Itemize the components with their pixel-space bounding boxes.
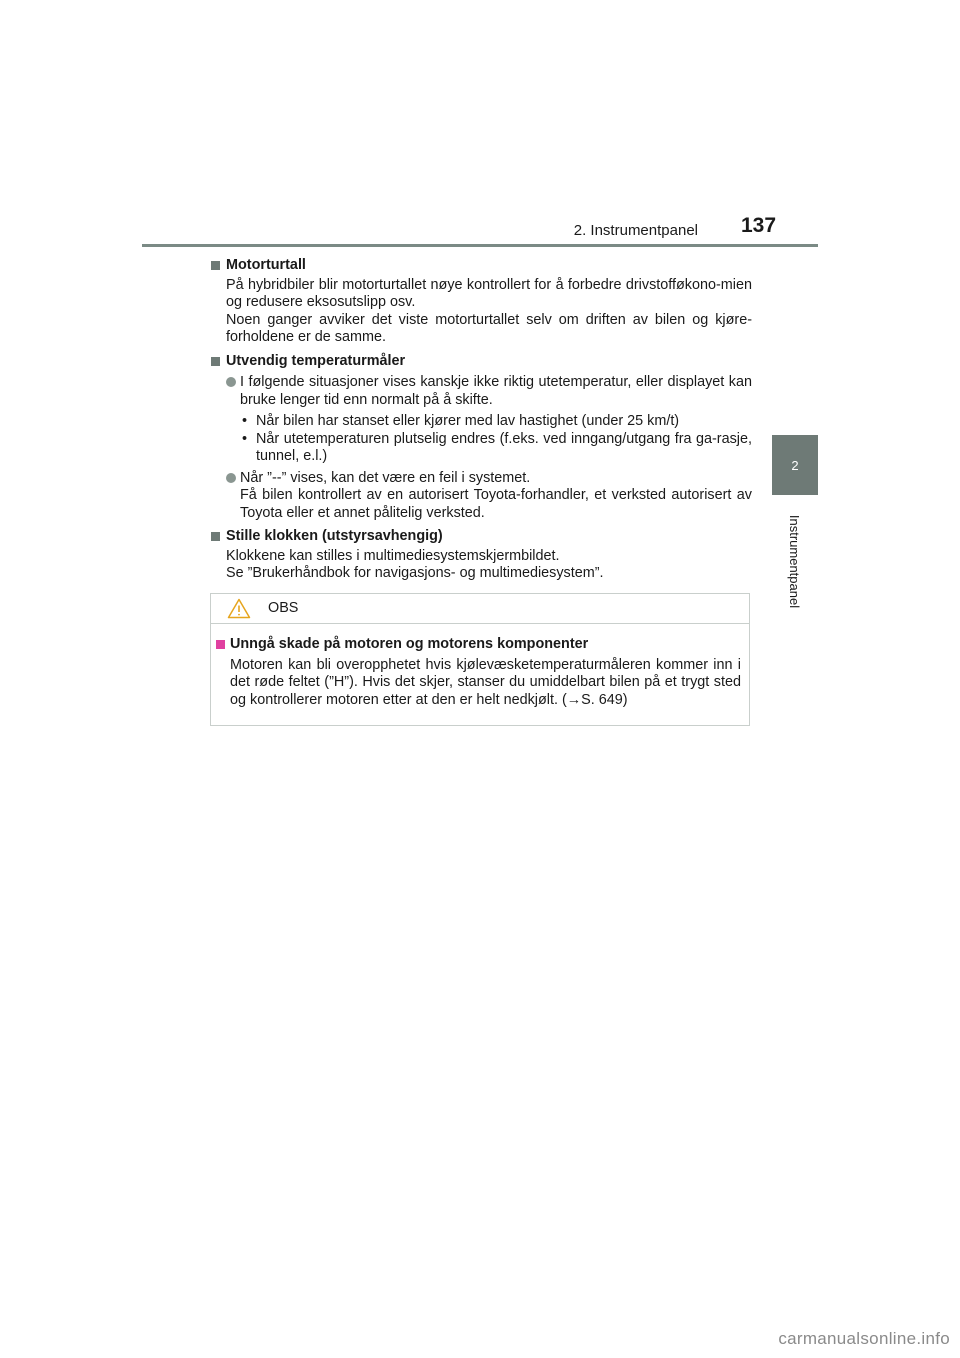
- chapter-tab[interactable]: [772, 435, 818, 495]
- list-item: [226, 470, 752, 523]
- warning-text: [230, 657, 741, 710]
- square-bullet-icon: [211, 532, 220, 541]
- section-title-text: Stille klokken (utstyrsavhengig): [226, 528, 443, 544]
- chapter-side-label: [786, 506, 804, 616]
- list-item-text: [240, 470, 752, 523]
- section-motorturtall: [210, 257, 752, 347]
- chapter-side-label-text: Instrumentpanel: [787, 514, 803, 608]
- warning-title: [216, 636, 741, 654]
- warning-text-body: Motoren kan bli overopphetet hvis kjølevæsketemperaturmåleren kommer inn i det røde feltet (”H”). Hvis det skjer, stanser du umiddelbart bilen på et trygt sted og kontrollerer motoren etter at den er helt nedkjølt. (: [230, 656, 741, 708]
- list-item-text: I følgende situasjoner vises kanskje ikke riktig utetemperatur, eller displayet kan bruke lenger tid enn normalt på å skifte.: [240, 374, 752, 408]
- bullet-mark: •: [242, 430, 248, 447]
- bullet-list: [242, 413, 752, 466]
- square-bullet-icon: [211, 261, 220, 270]
- chapter-title: 2. Instrumentpanel: [573, 222, 698, 239]
- section-title: [210, 353, 752, 371]
- section-title-text: Motorturtall: [226, 257, 306, 273]
- watermark: carmanualsonline.info: [778, 1329, 950, 1348]
- warning-header: [211, 594, 749, 624]
- square-bullet-icon: [216, 640, 225, 649]
- warning-label: OBS: [268, 600, 299, 616]
- paragraph: På hybridbiler blir motorturtallet nøye kontrollert for å forbedre drivstofføkono-mien og redusere eksosutslipp osv.: [226, 276, 752, 310]
- warning-body: [211, 624, 749, 709]
- circle-bullet-icon: [226, 473, 236, 483]
- chapter-tab-number: 2: [791, 457, 799, 473]
- list-item-line: Når ”--” vises, kan det være en feil i systemet.: [240, 469, 531, 486]
- circle-bullet-icon: [226, 377, 236, 387]
- section-stille-klokken: [210, 528, 752, 583]
- warning-title-text: Unngå skade på motoren og motorens komponenter: [230, 636, 589, 652]
- section-title: [210, 257, 752, 275]
- page-number: 137: [741, 214, 777, 237]
- reference-arrow-icon: →: [566, 691, 582, 708]
- paragraph: Noen ganger avviker det viste motorturtallet selv om driften av bilen og kjøre-forholdene er de samme.: [226, 311, 752, 345]
- list-item: [226, 374, 752, 409]
- section-utvendig-temperatur: [210, 353, 752, 523]
- section-title: [210, 528, 752, 546]
- warning-triangle-icon: [227, 598, 251, 619]
- page-reference-link[interactable]: S. 649): [581, 691, 628, 708]
- page-header: [0, 0, 960, 250]
- paragraph: Klokkene kan stilles i multimediesystemskjermbildet.: [226, 547, 560, 564]
- header-divider: [142, 244, 818, 247]
- square-bullet-icon: [211, 357, 220, 366]
- list-item-line: Få bilen kontrollert av en autorisert Toyota-forhandler, et verksted autorisert av Toyota eller et annet pålitelig verksted.: [240, 487, 752, 521]
- list-item-text: Når utetemperaturen plutselig endres (f.eks. ved inngang/utgang fra ga-rasje, tunnel, e.l.): [256, 430, 752, 464]
- list-item: [242, 413, 752, 431]
- page-content: [210, 254, 752, 589]
- list-item: [242, 431, 752, 466]
- bullet-mark: •: [242, 413, 248, 429]
- list-item-text: Når bilen har stanset eller kjører med lav hastighet (under 25 km/t): [256, 413, 680, 429]
- warning-box: [210, 593, 750, 726]
- paragraph: Se ”Brukerhåndbok for navigasjons- og multimediesystem”.: [226, 565, 604, 581]
- section-title-text: Utvendig temperaturmåler: [226, 352, 406, 369]
